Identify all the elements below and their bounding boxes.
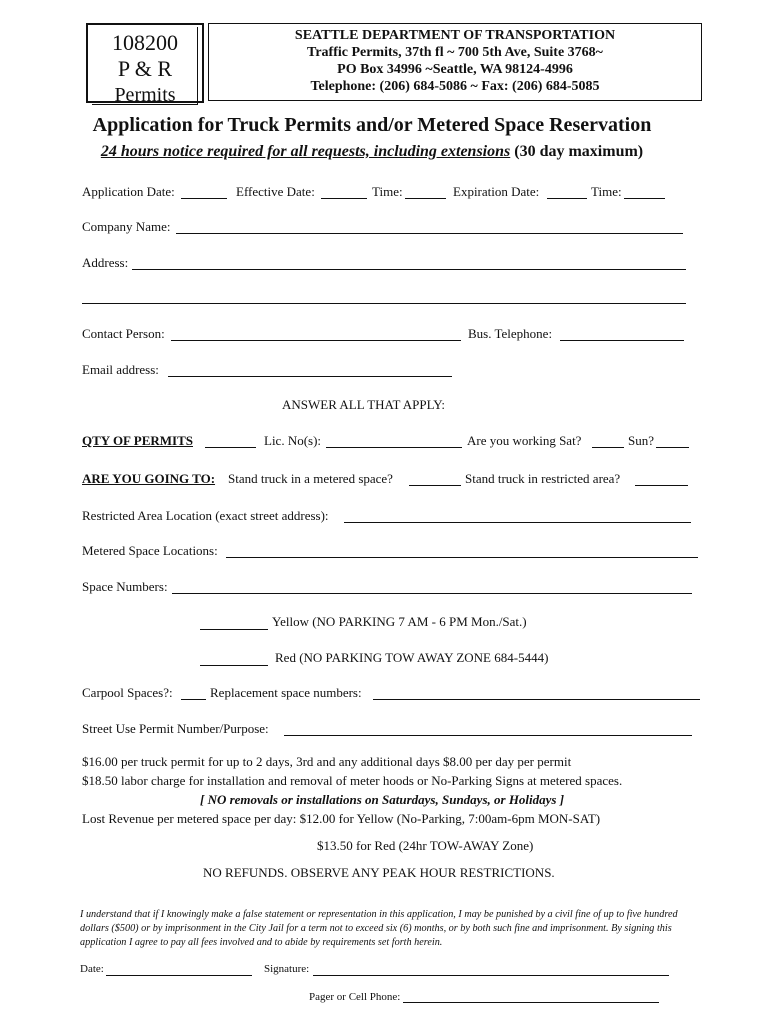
license-numbers-field[interactable] bbox=[326, 447, 462, 448]
bus-telephone-label: Bus. Telephone: bbox=[468, 326, 553, 341]
space-numbers-field[interactable] bbox=[172, 593, 692, 594]
program-name: P & R bbox=[117, 56, 173, 81]
metered-locations-field[interactable] bbox=[226, 557, 698, 558]
legal-disclaimer: I understand that if I knowingly make a false statement or representation in this application, I may be punished by a civil fine of up to five hundred dollars ($500) or by imprisonment in the City Jail for a term not to exceed six (6) months, or by both such fine and imprisonment. By signing this application I agree to pay all fees involved and to abide by requirements set forth herein. bbox=[80, 909, 678, 948]
street-use-field[interactable] bbox=[284, 735, 692, 736]
red-option-field[interactable] bbox=[200, 665, 268, 666]
page-title: Application for Truck Permits and/or Metered Space Reservation bbox=[92, 114, 652, 136]
sunday-label: Sun? bbox=[628, 433, 654, 448]
replacement-spaces-label: Replacement space numbers: bbox=[210, 685, 362, 700]
contact-person-label: Contact Person: bbox=[82, 326, 165, 341]
qty-permits-label: QTY OF PERMITS bbox=[82, 433, 193, 448]
company-name-field[interactable] bbox=[176, 233, 683, 234]
department-header bbox=[208, 23, 702, 101]
page-subtitle bbox=[0, 143, 744, 161]
email-field[interactable] bbox=[168, 376, 452, 377]
qty-permits-field[interactable] bbox=[205, 447, 256, 448]
replacement-spaces-field[interactable] bbox=[373, 699, 700, 700]
signature-field[interactable] bbox=[313, 975, 669, 976]
stand-restricted-label: Stand truck in restricted area? bbox=[465, 471, 621, 486]
application-date-field[interactable] bbox=[181, 198, 227, 199]
restricted-location-label: Restricted Area Location (exact street address): bbox=[82, 508, 329, 523]
time-field-2[interactable] bbox=[624, 198, 665, 199]
yellow-option-field[interactable] bbox=[200, 629, 268, 630]
no-removals-notice: [ NO removals or installations on Saturdays, Sundays, or Holidays ] bbox=[200, 792, 565, 807]
department-po-box: PO Box 34996 ~Seattle, WA 98124-4996 bbox=[337, 62, 573, 77]
effective-date-label: Effective Date: bbox=[236, 184, 315, 199]
street-use-label: Street Use Permit Number/Purpose: bbox=[82, 721, 269, 736]
max-duration: (30 day maximum) bbox=[514, 143, 644, 160]
notice-requirement: 24 hours notice required for all requests, including extensions bbox=[100, 143, 511, 160]
department-address: Traffic Permits, 37th fl ~ 700 5th Ave, Suite 3768~ bbox=[307, 45, 603, 60]
stand-restricted-field[interactable] bbox=[635, 485, 688, 486]
no-refunds-notice: NO REFUNDS. OBSERVE ANY PEAK HOUR RESTRICTIONS. bbox=[203, 865, 555, 880]
time-field-1[interactable] bbox=[405, 198, 446, 199]
restricted-location-field[interactable] bbox=[344, 522, 691, 523]
address-field-line-2[interactable] bbox=[82, 303, 686, 304]
bus-telephone-field[interactable] bbox=[560, 340, 684, 341]
lost-revenue-red: $13.50 for Red (24hr TOW-AWAY Zone) bbox=[317, 838, 534, 853]
address-field[interactable] bbox=[132, 269, 686, 270]
yellow-option-label: Yellow (NO PARKING 7 AM - 6 PM Mon./Sat.) bbox=[272, 614, 527, 629]
effective-date-field[interactable] bbox=[321, 198, 367, 199]
form-id-box-shadow bbox=[92, 27, 198, 105]
expiration-date-field[interactable] bbox=[547, 198, 587, 199]
time-label-2: Time: bbox=[591, 184, 622, 199]
space-numbers-label: Space Numbers: bbox=[82, 579, 168, 594]
date-label: Date: bbox=[80, 963, 104, 975]
lost-revenue-yellow: Lost Revenue per metered space per day: $12.00 for Yellow (No-Parking, 7:00am-6pm MON-SAT) bbox=[82, 811, 601, 826]
stand-metered-label: Stand truck in a metered space? bbox=[228, 471, 393, 486]
red-option-label: Red (NO PARKING TOW AWAY ZONE 684-5444) bbox=[275, 650, 549, 665]
expiration-date-label: Expiration Date: bbox=[453, 184, 540, 199]
are-you-going-label: ARE YOU GOING TO: bbox=[82, 471, 216, 486]
pager-phone-label: Pager or Cell Phone: bbox=[309, 991, 401, 1003]
fee-truck-permit: $16.00 per truck permit for up to 2 days, 3rd and any additional days $8.00 per day per permit bbox=[82, 754, 572, 769]
working-saturday-label: Are you working Sat? bbox=[467, 433, 582, 448]
metered-locations-label: Metered Space Locations: bbox=[82, 543, 218, 558]
contact-person-field[interactable] bbox=[171, 340, 461, 341]
company-name-label: Company Name: bbox=[82, 219, 171, 234]
permits-label: Permits bbox=[114, 84, 176, 106]
sunday-field[interactable] bbox=[656, 447, 689, 448]
date-field[interactable] bbox=[106, 975, 252, 976]
form-number: 108200 bbox=[112, 30, 178, 55]
carpool-spaces-field[interactable] bbox=[181, 699, 206, 700]
department-name: SEATTLE DEPARTMENT OF TRANSPORTATION bbox=[294, 28, 616, 43]
form-id-box bbox=[86, 23, 204, 106]
department-phone: Telephone: (206) 684-5086 ~ Fax: (206) 684-5085 bbox=[310, 79, 600, 94]
application-date-label: Application Date: bbox=[82, 184, 175, 199]
license-numbers-label: Lic. No(s): bbox=[264, 433, 322, 448]
address-label: Address: bbox=[82, 255, 129, 270]
answer-all-heading: ANSWER ALL THAT APPLY: bbox=[282, 397, 446, 412]
email-label: Email address: bbox=[82, 362, 159, 377]
time-label-1: Time: bbox=[372, 184, 403, 199]
working-saturday-field[interactable] bbox=[592, 447, 624, 448]
signature-label: Signature: bbox=[264, 963, 310, 975]
fee-labor-charge: $18.50 labor charge for installation and removal of meter hoods or No-Parking Signs at metered spaces. bbox=[82, 773, 623, 788]
stand-metered-field[interactable] bbox=[409, 485, 461, 486]
pager-phone-field[interactable] bbox=[403, 1002, 659, 1003]
carpool-spaces-label: Carpool Spaces?: bbox=[82, 685, 173, 700]
